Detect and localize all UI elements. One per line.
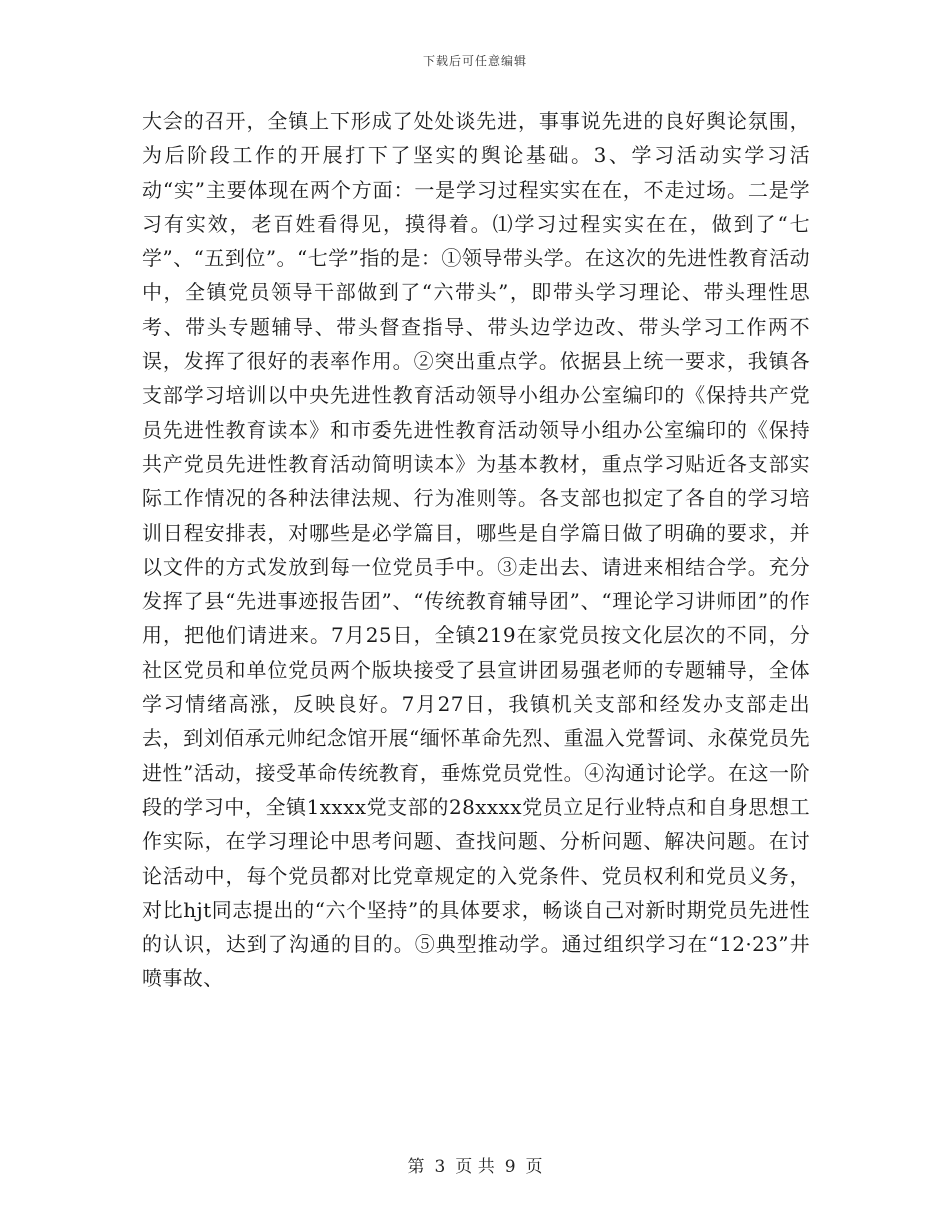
footer-page-number: 3 <box>434 1157 446 1177</box>
footer-suffix: 页 <box>525 1157 543 1177</box>
page-footer <box>0 1152 950 1177</box>
body-paragraph: 大会的召开，全镇上下形成了处处谈先进，事事说先进的良好舆论氛围，为后阶段工作的开展打下了坚实的舆论基础。3、学习活动实学习活动“实”主要体现在两个方面：一是学习过程实实在在，不走过场。二是学习有实效，老百姓看得见，摸得着。⑴学习过程实实在在，做到了“七学”、“五到位”。“七学”指的是：①领导带头学。在这次的先进性教育活动中，全镇党员领导干部做到了“六带头”，即带头学习理论、带头理性思考、带头专题辅导、带头督查指导、带头边学边改、带头学习工作两不误，发挥了很好的表率作用。②突出重点学。依据县上统一要求，我镇各支部学习培训以中央先进性教育活动领导小组办公室编印的《保持共产党员先进性教育读本》和市委先进性教育活动领导小组办公室编印的《保持共产党员先进性教育活动简明读本》为基本教材，重点学习贴近各支部实际工作情况的各种法律法规、行为准则等。各支部也拟定了各自的学习培训日程安排表，对哪些是必学篇目，哪些是自学篇日做了明确的要求，并以文件的方式发放到每一位党员手中。③走出去、请进来相结合学。充分发挥了县“先进事迹报告团”、“传统教育辅导团”、“理论学习讲师团”的作用，把他们请进来。7月25日，全镇219在家党员按文化层次的不同，分社区党员和单位党员两个版块接受了县宣讲团易强老师的专题辅导，全体学习情绪高涨，反映良好。7月27日，我镇机关支部和经发办支部走出去，到刘佰承元帅纪念馆开展“缅怀革命先烈、重温入党誓词、永葆党员先进性”活动，接受革命传统教育，垂炼党员党性。④沟通讨论学。在这一阶段的学习中，全镇1xxxx党支部的28xxxx党员立足行业特点和自身思想工作实际，在学习理论中思考问题、查找问题、分析问题、解决问题。在讨论活动中，每个党员都对比党章规定的入党条件、党员权利和党员义务，对比hjt同志提出的“六个坚持”的具体要求，畅谈自己对新时期党员先进性的认识，达到了沟通的目的。⑤典型推动学。通过组织学习在“12·23”井喷事故、 <box>142 109 810 991</box>
footer-prefix: 第 <box>407 1157 425 1177</box>
page-header-note: 下载后可任意编辑 <box>422 54 527 68</box>
footer-total-pages: 9 <box>504 1157 516 1177</box>
footer-middle: 页 共 <box>455 1157 495 1177</box>
